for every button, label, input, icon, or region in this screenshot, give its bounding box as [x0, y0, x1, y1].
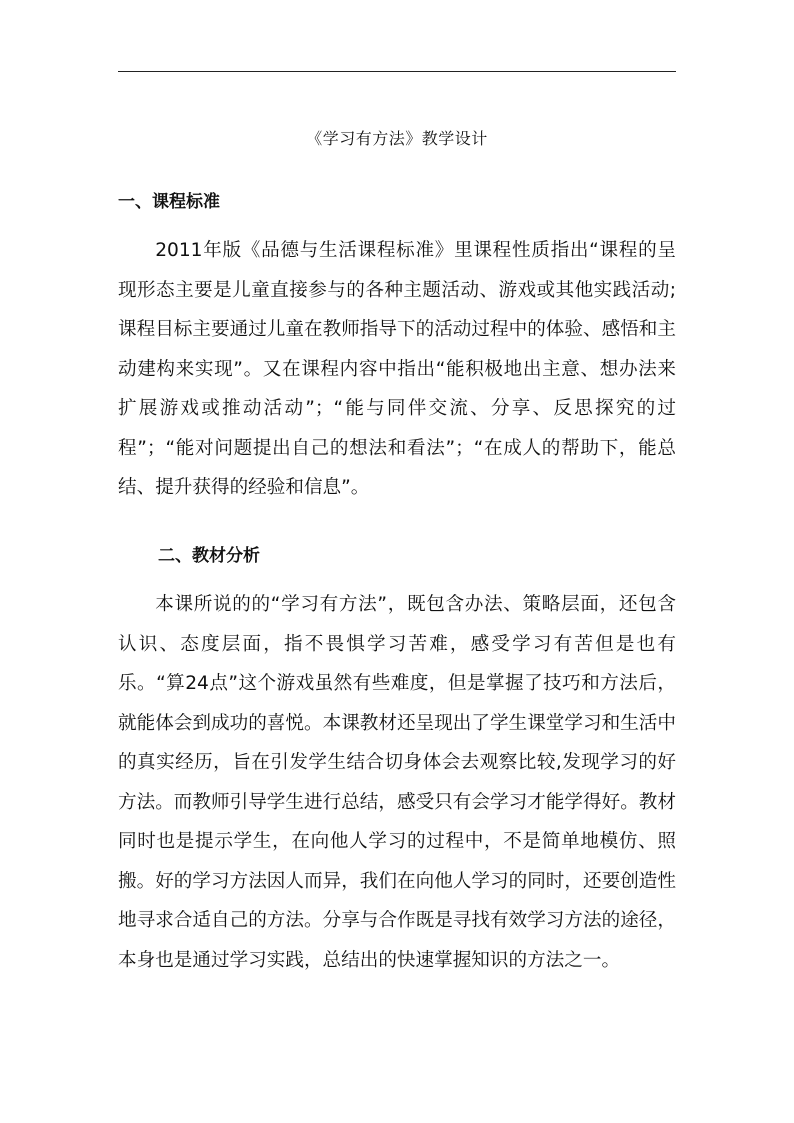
paragraph-textbook-analysis: 本课所说的的“学习有方法”，既包含办法、策略层面，还包含认识、态度层面，指不畏惧学习苦难，感受学习有苦但是也有乐。“算24点”这个游戏虽然有些难度，但是掌握了技巧和方法后，就能体会到成功的喜悦。本课教材还呈现出了学生课堂学习和生活中的真实经历，旨在引发学生结合切身体会去观察比较,发现学习的好方法。而教师引导学生进行总结，感受只有会学习才能学得好。教材同时也是提示学生，在向他人学习的过程中，不是简单地模仿、照搬。好的学习方法因人而异，我们在向他人学习的同时，还要创造性地寻求合适自己的方法。分享与合作既是寻找有效学习方法的途径，本身也是通过学习实践，总结出的快速掌握知识的方法之一。 [118, 594, 676, 971]
section-heading-textbook-analysis: 二、教材分析 [158, 546, 260, 566]
page-title: 《学习有方法》教学设计 [306, 129, 488, 148]
section-heading-curriculum-standard: 一、课程标准 [118, 192, 220, 212]
header-rule [118, 71, 676, 72]
paragraph-curriculum-standard: 2011年版《品德与生活课程标准》里课程性质指出“课程的呈现形态主要是儿童直接参与的各种主题活动、游戏或其他实践活动;课程目标主要通过儿童在教师指导下的活动过程中的体验、感悟和主动建构来实现”。又在课程内容中指出“能积极地出主意、想办法来扩展游戏或推动活动”；“能与同伴交流、分享、反思探究的过程”；“能对问题提出自己的想法和看法”；“在成人的帮助下，能总结、提升获得的经验和信息”。 [118, 240, 676, 498]
